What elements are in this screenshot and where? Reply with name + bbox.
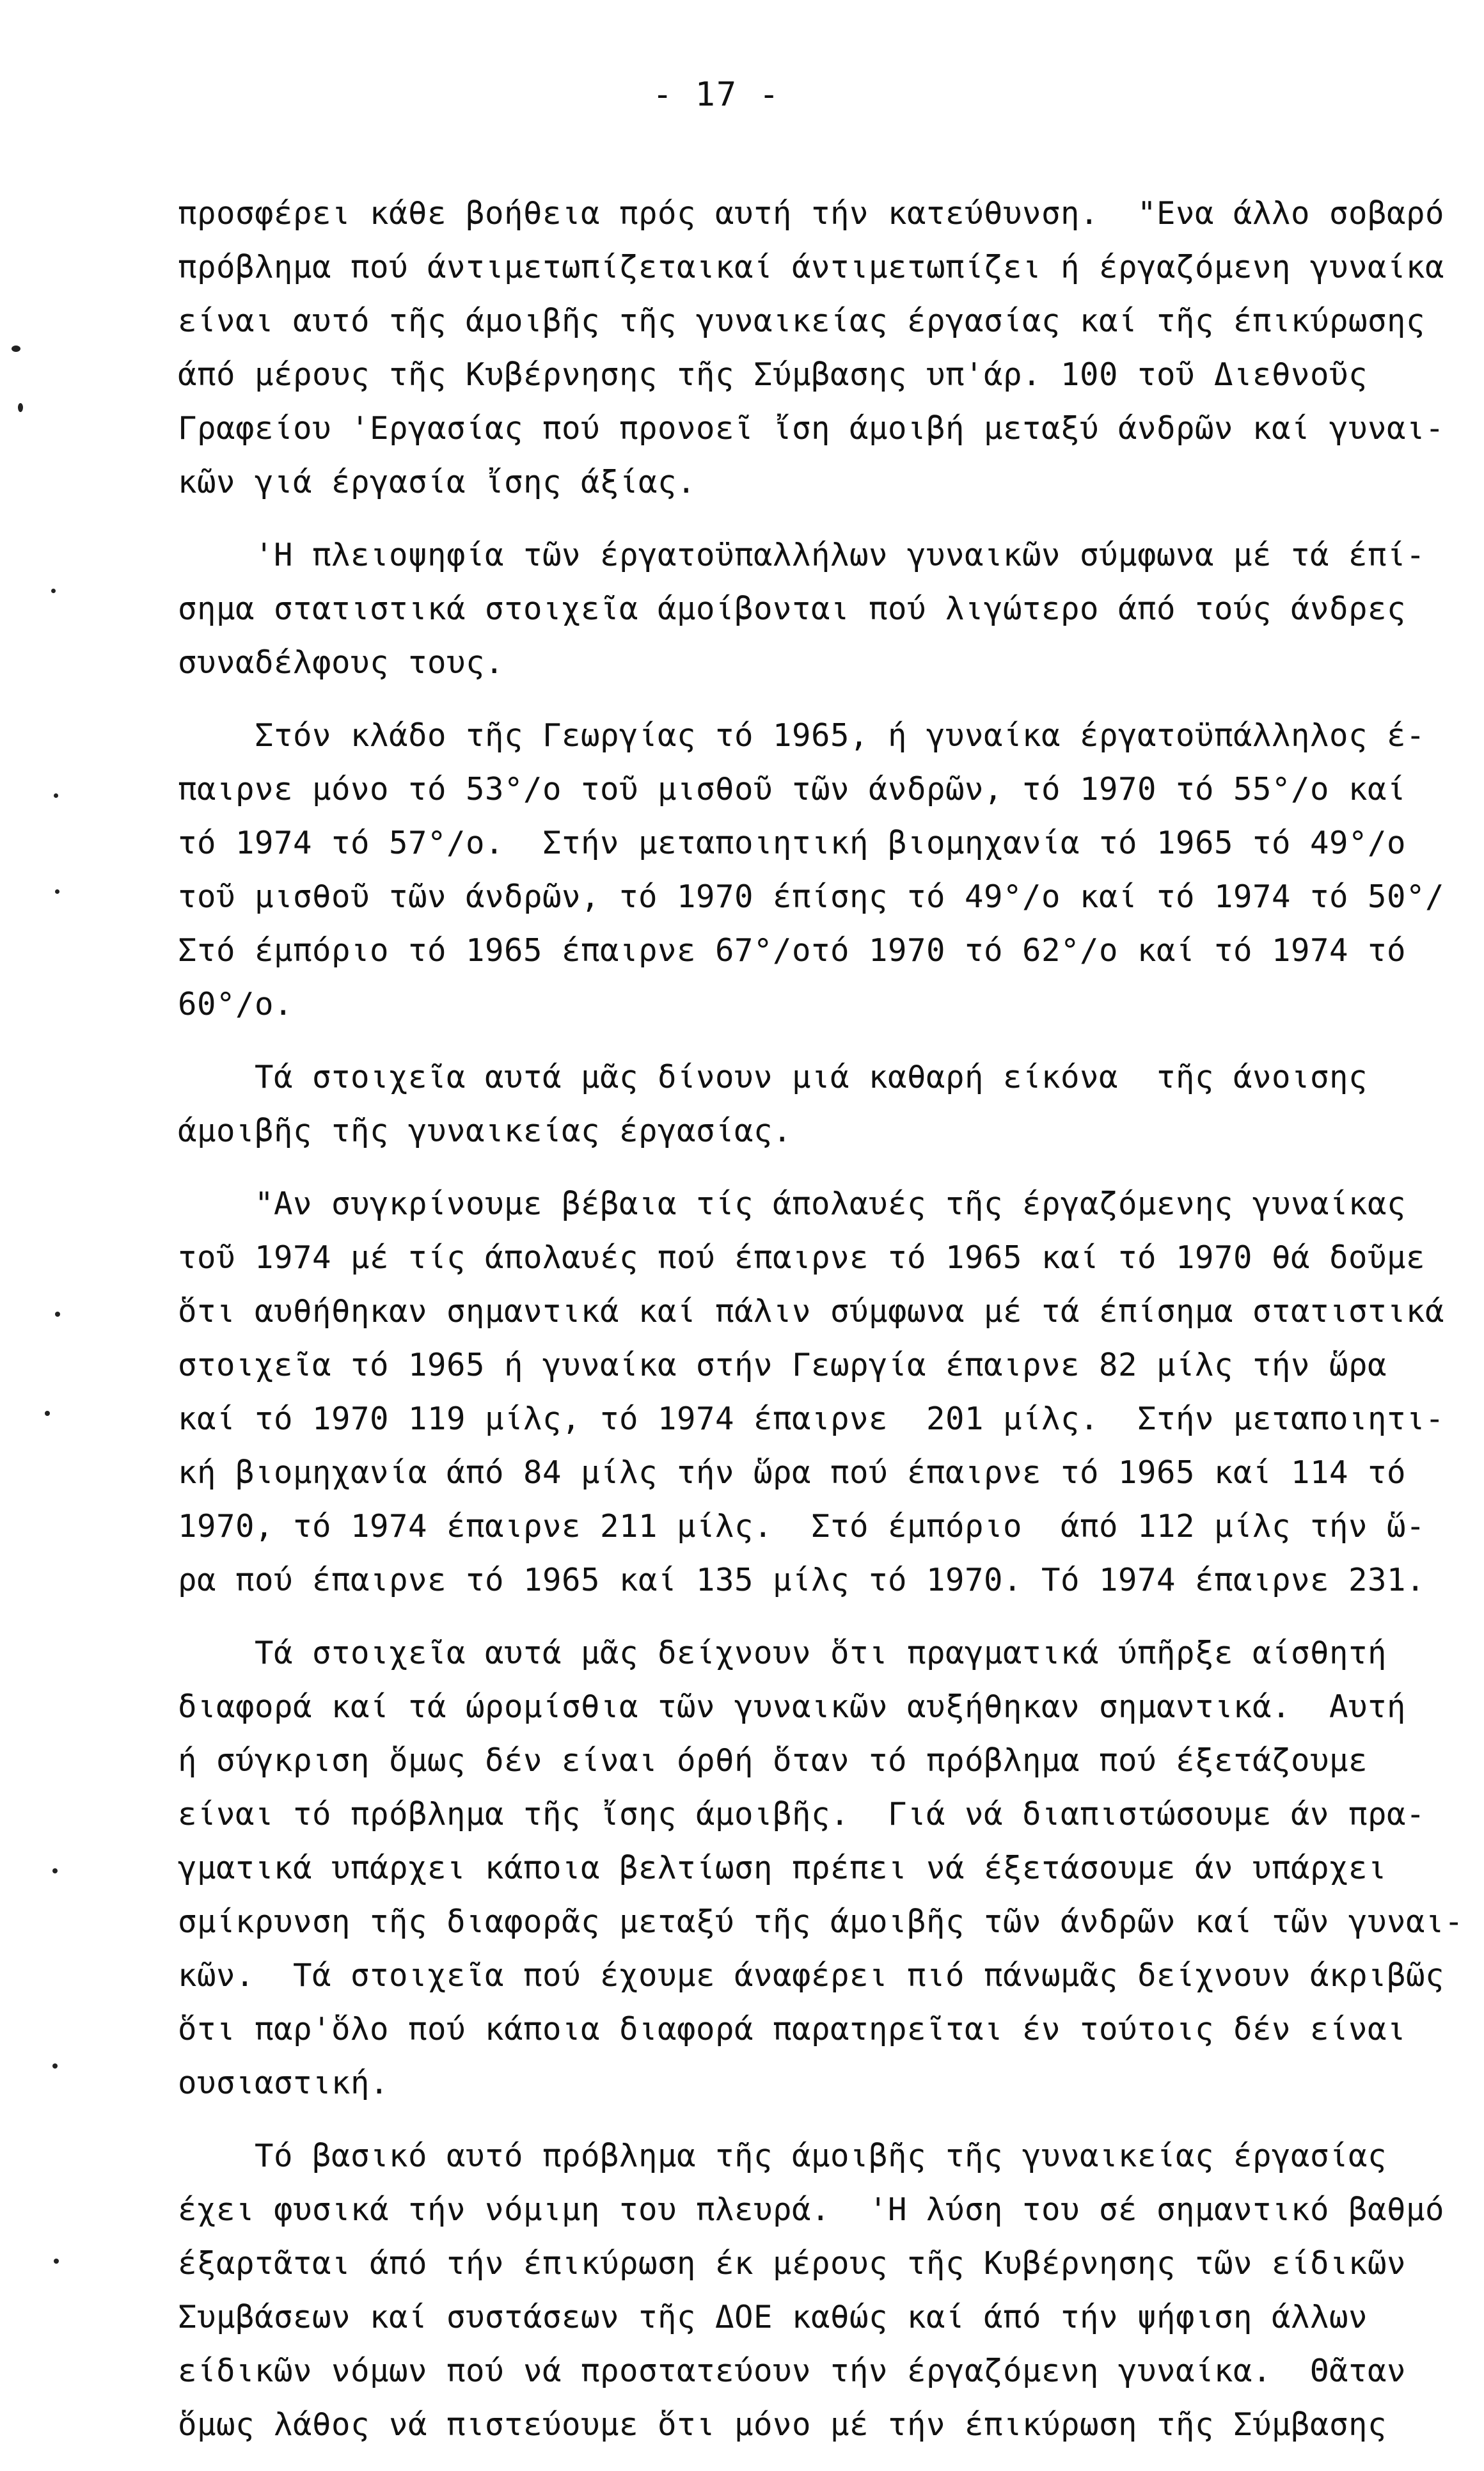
scan-speck (52, 1868, 58, 1873)
text-line: άμοιβῆς τῆς γυναικείας έργασίας. (178, 1113, 793, 1149)
paragraph-7 (178, 2129, 1483, 2452)
text-line: Τά στοιχεῖα αυτά μᾶς δείχνουν ὅτι πραγματικά ύπῆρξε αίσθητή (178, 1635, 1387, 1671)
scan-speck (55, 1312, 60, 1317)
text-line: τό 1974 τό 57°/ο. Στήν μεταποιητική βιομηχανία τό 1965 τό 49°/ο (178, 825, 1407, 861)
text-line: είδικῶν νόμων πού νά προστατεύουν τήν έργαζόμενη γυναίκα. Θᾶταν (178, 2353, 1407, 2389)
text-line: είναι τό πρόβλημα τῆς ἴσης άμοιβῆς. Γιά νά διαπιστώσουμε άν πρα- (178, 1796, 1426, 1832)
paragraph-5 (178, 1177, 1483, 1607)
text-line: κῶν. Τά στοιχεῖα πού έχουμε άναφέρει πιό πάνωμᾶς δείχνουν άκριβῶς (178, 1957, 1445, 1994)
text-line: ή σύγκριση ὅμως δέν είναι όρθή ὅταν τό πρόβλημα πού έξετάζουμε (178, 1742, 1368, 1779)
scan-speck (18, 403, 23, 412)
paragraph-6 (178, 1626, 1483, 2110)
text-line: προσφέρει κάθε βοήθεια πρός αυτή τήν κατεύθυνση. "Ενα άλλο σοβαρό (178, 195, 1445, 232)
text-line: Στό έμπόριο τό 1965 έπαιρνε 67°/οτό 1970 τό 62°/ο καί τό 1974 τό (178, 932, 1407, 969)
text-line: συναδέλφους τους. (178, 644, 505, 681)
text-line: 1970, τό 1974 έπαιρνε 211 μίλς. Στό έμπόριο άπό 112 μίλς τήν ὥ- (178, 1508, 1426, 1545)
paragraph-3 (178, 709, 1483, 1031)
text-line: Τά στοιχεῖα αυτά μᾶς δίνουν μιά καθαρή είκόνα τῆς άνοισης (178, 1059, 1368, 1095)
text-line: Συμβάσεων καί συστάσεων τῆς ΔΟΕ καθώς καί άπό τήν ψήφιση άλλων (178, 2299, 1368, 2335)
text-line: παιρνε μόνο τό 53°/ο τοῦ μισθοῦ τῶν άνδρῶν, τό 1970 τό 55°/ο καί (178, 771, 1407, 807)
text-line: ὅμως λάθος νά πιστεύουμε ὅτι μόνο μέ τήν έπικύρωση τῆς Σύμβασης (178, 2406, 1387, 2443)
text-line: κή βιομηχανία άπό 84 μίλς τήν ὥρα πού έπαιρνε τό 1965 καί 114 τό (178, 1454, 1407, 1491)
scan-speck (55, 889, 59, 894)
text-line: τοῦ μισθοῦ τῶν άνδρῶν, τό 1970 έπίσης τό 49°/ο καί τό 1974 τό 50°/ (178, 878, 1445, 915)
text-line: κῶν γιά έργασία ἴσης άξίας. (178, 464, 697, 500)
scan-speck (54, 793, 58, 798)
text-line: έξαρτᾶται άπό τήν έπικύρωση έκ μέρους τῆς Κυβέρνησης τῶν είδικῶν (178, 2245, 1407, 2282)
text-line: ουσιαστική. (178, 2065, 390, 2101)
paragraph-2 (178, 528, 1483, 690)
paragraph-1 (178, 187, 1483, 509)
text-line: σμίκρυνση τῆς διαφορᾶς μεταξύ τῆς άμοιβῆς τῶν άνδρῶν καί τῶν γυναι- (178, 1903, 1464, 1940)
text-line: "Αν συγκρίνουμε βέβαια τίς άπολαυές τῆς έργαζόμενης γυναίκας (178, 1186, 1407, 1222)
text-line: ρα πού έπαιρνε τό 1965 καί 135 μίλς τό 1970. Τό 1974 έπαιρνε 231. (178, 1562, 1426, 1598)
text-line: είναι αυτό τῆς άμοιβῆς τῆς γυναικείας έργασίας καί τῆς έπικύρωσης (178, 303, 1426, 339)
scan-speck (12, 346, 20, 352)
text-line: τοῦ 1974 μέ τίς άπολαυές πού έπαιρνε τό 1965 καί τό 1970 θά δοῦμε (178, 1239, 1426, 1276)
scan-speck (45, 1411, 50, 1416)
text-line: ὅτι αυθήθηκαν σημαντικά καί πάλιν σύμφωνα μέ τά έπίσημα στατιστικά (178, 1293, 1445, 1330)
page-number: - 17 - (652, 75, 780, 114)
paragraph-4 (178, 1051, 1483, 1158)
scan-speck (52, 2063, 58, 2069)
text-line: 'Η πλειοψηφία τῶν έργατοϋπαλλήλων γυναικῶν σύμφωνα μέ τά έπί- (178, 537, 1426, 573)
text-line: στοιχεῖα τό 1965 ή γυναίκα στήν Γεωργία έπαιρνε 82 μίλς τήν ὥρα (178, 1347, 1387, 1383)
text-line: σημα στατιστικά στοιχεῖα άμοίβονται πού λιγώτερο άπό τούς άνδρες (178, 591, 1407, 627)
text-line: έχει φυσικά τήν νόμιμη του πλευρά. 'Η λύση του σέ σημαντικό βαθμό (178, 2191, 1445, 2228)
scan-speck (54, 2259, 59, 2264)
text-line: γματικά υπάρχει κάποια βελτίωση πρέπει νά έξετάσουμε άν υπάρχει (178, 1850, 1387, 1886)
text-line: Τό βασικό αυτό πρόβλημα τῆς άμοιβῆς τῆς γυναικείας έργασίας (178, 2138, 1387, 2174)
scan-speck (51, 589, 56, 593)
typescript-body (178, 187, 1483, 2471)
text-line: ὅτι παρ'ὅλο πού κάποια διαφορά παρατηρεῖται έν τούτοις δέν είναι (178, 2011, 1407, 2047)
text-line: 60°/ο. (178, 986, 294, 1022)
text-line: άπό μέρους τῆς Κυβέρνησης τῆς Σύμβασης υπ'άρ. 100 τοῦ Διεθνοῦς (178, 356, 1368, 393)
text-line: καί τό 1970 119 μίλς, τό 1974 έπαιρνε 201 μίλς. Στήν μεταποιητι- (178, 1401, 1445, 1437)
text-line: Γραφείου 'Εργασίας πού προνοεῖ ἴση άμοιβή μεταξύ άνδρῶν καί γυναι- (178, 410, 1445, 447)
text-line: Στόν κλάδο τῆς Γεωργίας τό 1965, ή γυναίκα έργατοϋπάλληλος έ- (178, 717, 1426, 754)
text-line: πρόβλημα πού άντιμετωπίζεταικαί άντιμετωπίζει ή έργαζόμενη γυναίκα (178, 249, 1445, 285)
text-line: διαφορά καί τά ώρομίσθια τῶν γυναικῶν αυξήθηκαν σημαντικά. Αυτή (178, 1688, 1407, 1725)
